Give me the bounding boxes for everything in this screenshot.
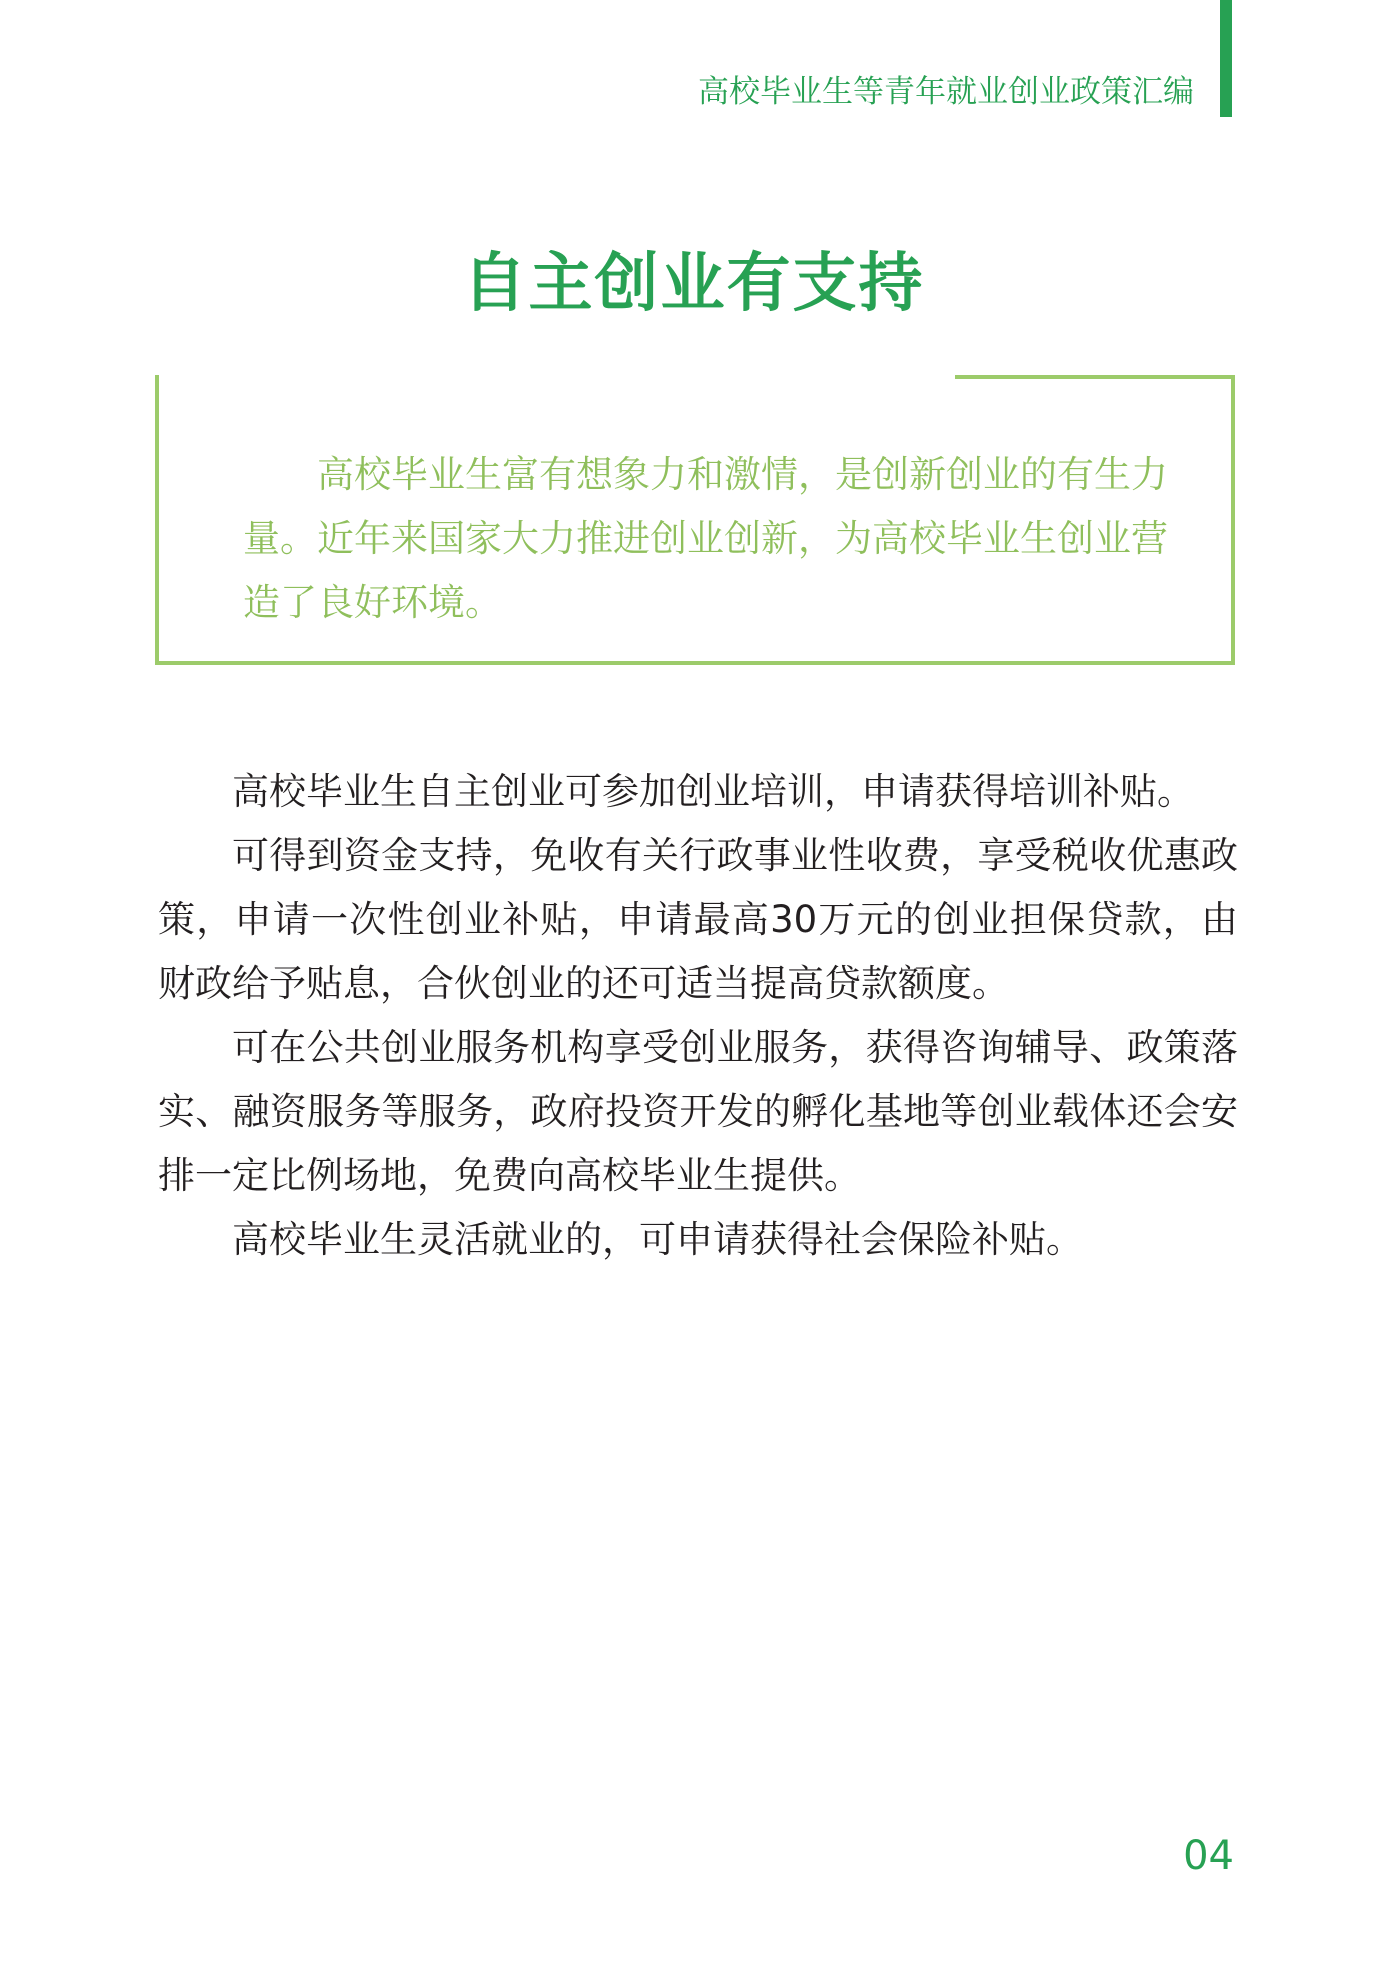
- intro-text: 高校毕业生富有想象力和激情，是创新创业的有生力量。近年来国家大力推进创业创新，为高校毕业生创业营造了良好环境。: [243, 453, 1168, 624]
- page-title: 自主创业有支持: [462, 247, 925, 321]
- header-accent-bar: [1220, 0, 1232, 117]
- body-content: [158, 760, 1238, 1272]
- body-paragraph: 可在公共创业服务机构享受创业服务，获得咨询辅导、政策落实、融资服务等服务，政府投资开发的孵化基地等创业载体还会安排一定比例场地，免费向高校毕业生提供。: [158, 1026, 1238, 1197]
- running-header: 高校毕业生等青年就业创业政策汇编: [698, 74, 1194, 110]
- page-number: 04: [1183, 1833, 1234, 1879]
- body-paragraph: 可得到资金支持，免收有关行政事业性收费，享受税收优惠政策，申请一次性创业补贴，申请最高30万元的创业担保贷款，由财政给予贴息，合伙创业的还可适当提高贷款额度。: [158, 834, 1238, 1005]
- intro-box-top-line: [955, 375, 1235, 379]
- body-paragraph: 高校毕业生灵活就业的，可申请获得社会保险补贴。: [232, 1218, 1083, 1261]
- body-paragraph: 高校毕业生自主创业可参加创业培训，申请获得培训补贴。: [232, 770, 1194, 813]
- intro-box: [155, 375, 1235, 665]
